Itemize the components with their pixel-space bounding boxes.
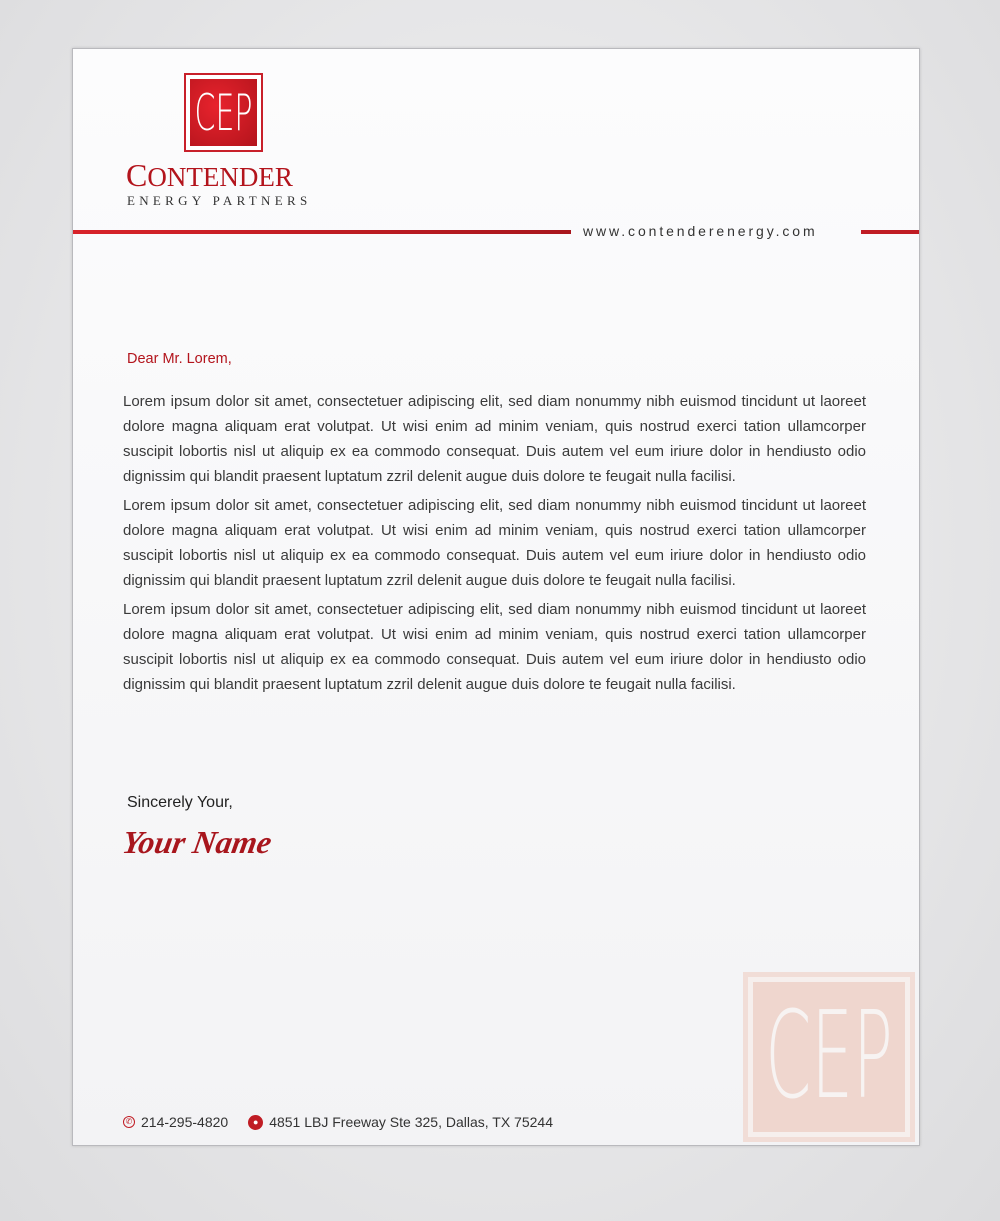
logo-monogram: CEP [194,83,253,142]
letter-body [123,389,866,701]
address: 4851 LBJ Freeway Ste 325, Dallas, TX 75244 [269,1114,553,1130]
company-tagline: ENERGY PARTNERS [127,193,312,208]
website-link[interactable]: www.contenderenergy.com [583,223,818,239]
closing: Sincerely Your, [127,794,233,811]
watermark-logo: CEP [743,972,915,1142]
paragraph: Lorem ipsum dolor sit amet, consectetuer adipiscing elit, sed diam nonummy nibh euismod tincidunt ut laoreet dolore magna aliquam erat volutpat. Ut wisi enim ad minim veniam, quis nostrud exerci tation ullamcorper suscipit lobortis nisl ut aliquip ex ea commodo consequat. Duis autem vel eum iriure dolor in hendiusto odio dignissim qui blandit praesent luptatum zzril delenit augue duis dolore te feugait nulla facilisi. [123,601,866,693]
contact-footer [123,1113,553,1131]
greeting: Dear Mr. Lorem, [127,351,232,367]
map-pin-icon: ● [248,1115,263,1130]
header-divider-left [73,230,571,234]
phone-number: 214-295-4820 [141,1114,229,1130]
letterhead-page [72,48,920,1146]
signature: Your Name [119,824,275,860]
paragraph: Lorem ipsum dolor sit amet, consectetuer adipiscing elit, sed diam nonummy nibh euismod tincidunt ut laoreet dolore magna aliquam erat volutpat. Ut wisi enim ad minim veniam, quis nostrud exerci tation ullamcorper suscipit lobortis nisl ut aliquip ex ea commodo consequat. Duis autem vel eum iriure dolor in hendiusto odio dignissim qui blandit praesent luptatum zzril delenit augue duis dolore te feugait nulla facilisi. [123,393,866,485]
header-divider-right [861,230,919,234]
company-name: CONTENDER [126,157,293,193]
paragraph: Lorem ipsum dolor sit amet, consectetuer adipiscing elit, sed diam nonummy nibh euismod tincidunt ut laoreet dolore magna aliquam erat volutpat. Ut wisi enim ad minim veniam, quis nostrud exerci tation ullamcorper suscipit lobortis nisl ut aliquip ex ea commodo consequat. Duis autem vel eum iriure dolor in hendiusto odio dignissim qui blandit praesent luptatum zzril delenit augue duis dolore te feugait nulla facilisi. [123,497,866,589]
logo-emblem [184,73,263,152]
phone-icon: ✆ [123,1116,135,1128]
